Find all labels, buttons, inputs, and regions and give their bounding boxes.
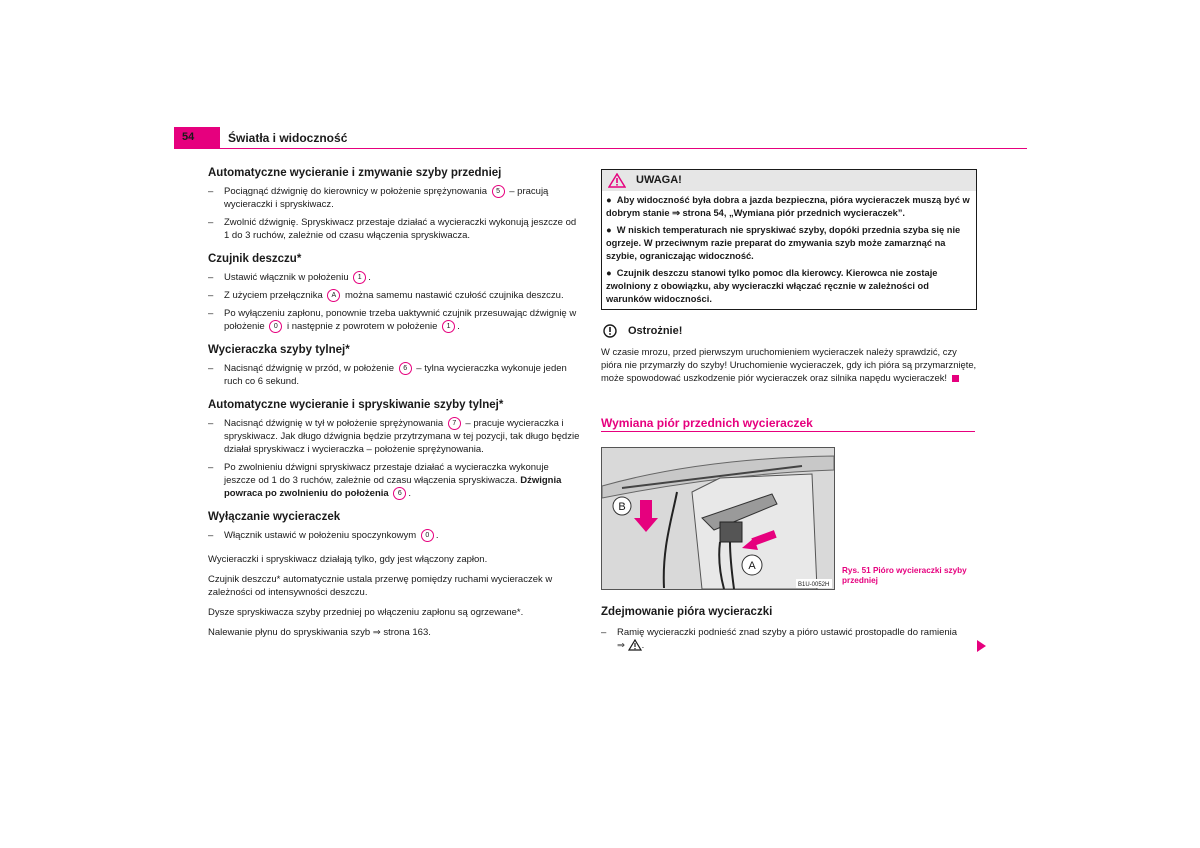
position-marker: 0: [421, 529, 434, 542]
list-item: – Pociągnąć dźwignię do kierownicy w położenie sprężynowania 5 – pracują wycieraczki i spryskiwacz.: [208, 186, 549, 211]
warning-triangle-icon: [628, 639, 642, 651]
exclamation-circle-icon: [603, 324, 617, 338]
page-number: 54: [182, 131, 195, 143]
left-column: [208, 166, 580, 639]
list-item: – Zwolnić dźwignię. Spryskiwacz przestaje działać a wycieraczki wykonują jeszcze od 1 do 3 ruchów, zależnie od czasu włączenia spryskiwacza.: [208, 217, 577, 242]
caution-title: Ostrożnie!: [628, 325, 683, 337]
end-square-icon: [952, 375, 959, 382]
position-marker: 5: [492, 185, 505, 198]
position-marker: 6: [399, 362, 412, 375]
warning-bullet: ● Czujnik deszczu stanowi tylko pomoc dla kierowcy. Kierowca nie zostaje zwolniony z obowiązku, aby wycieraczki włączać ręcznie w zależności od warunków widoczności.: [606, 268, 938, 304]
position-marker: 1: [442, 320, 455, 333]
warning-box: [601, 169, 977, 310]
heading-wipers-off: Wyłączanie wycieraczek: [208, 511, 341, 524]
list-item: – Z użyciem przełącznika A można samemu nastawić czułość czujnika deszczu.: [208, 290, 564, 302]
figure-caption: Rys. 51 Pióro wycieraczki szyby przedniej: [842, 566, 967, 585]
list-item: – Ustawić włącznik w położeniu 1 .: [208, 272, 371, 284]
wiper-illustration: [602, 448, 834, 589]
paragraph: Dysze spryskiwacza szyby przedniej po włączeniu zapłonu są ogrzewane*.: [208, 607, 524, 619]
heading-rear-wiper: Wycieraczka szyby tylnej*: [208, 344, 350, 357]
list-item: – Po wyłączeniu zapłonu, ponownie trzeba uaktywnić czujnik przesuwając dźwignię w położenie 0 i następnie z powrotem w położenie 1 .: [208, 308, 577, 333]
heading-auto-wipe-rear: Automatyczne wycieranie i spryskiwanie szyby tylnej*: [208, 399, 504, 412]
list-item: – Po zwolnieniu dźwigni spryskiwacz przestaje działać a wycieraczka wykonuje jeszcze od 1 do 3 ruchów, zależnie od czasu włączenia spryskiwacza. Dźwignia powraca po zwolnieniu do położenia 6 .: [208, 462, 562, 500]
heading-auto-wipe-front: Automatyczne wycieranie i zmywanie szyby przedniej: [208, 167, 502, 179]
position-marker: 6: [393, 487, 406, 500]
page-number-box: [174, 127, 220, 149]
caution-text: W czasie mrozu, przed pierwszym uruchomieniem wycieraczek należy sprawdzić, czy pióra nie przymarzły do szyby! Uruchomienie wycieraczek, gdy ich pióra są przymarznięte, może spowodować uszkodzenie piór wycieraczek oraz silnika napędu wycieraczek!: [601, 346, 977, 383]
paragraph: Nalewanie płynu do spryskiwania szyb ⇒ strona 163.: [208, 627, 431, 639]
warning-triangle-icon: [608, 173, 626, 188]
heading-blade-removal: Zdejmowanie pióra wycieraczki: [601, 606, 773, 618]
removal-list: [601, 626, 977, 652]
position-marker: A: [327, 289, 340, 302]
list-item: – Włącznik ustawić w położeniu spoczynkowym 0 .: [208, 530, 439, 542]
heading-rain-sensor: Czujnik deszczu*: [208, 253, 302, 266]
paragraph: Czujnik deszczu* automatycznie ustala przerwę pomiędzy ruchami wycieraczek w zależności od intensywności deszczu.: [208, 574, 553, 599]
position-marker: 1: [353, 271, 366, 284]
list-item: – Ramię wycieraczki podnieść znad szyby a pióro ustawić prostopadle do ramienia ⇒ .: [601, 627, 958, 651]
chapter-title: Światła i widoczność: [228, 131, 348, 145]
position-marker: 7: [448, 417, 461, 430]
list-item: – Nacisnąć dźwignię w przód, w położenie 6 – tylna wycieraczka wykonuje jeden ruch co 6 sekund.: [208, 363, 567, 388]
wiper-blade-figure: [601, 447, 835, 590]
warning-bullet: ● Aby widoczność była dobra a jazda bezpieczna, pióra wycieraczek muszą być w dobrym stanie ⇒ strona 54, „Wymiana piór przednich wycieraczek”.: [606, 195, 970, 218]
figure-code: B1U-0052H: [798, 582, 830, 588]
figure-label-b: B: [618, 501, 626, 513]
warning-header: [602, 170, 976, 191]
warning-title: UWAGA!: [636, 174, 682, 186]
position-marker: 0: [269, 320, 282, 333]
section-title: Wymiana piór przednich wycieraczek: [601, 416, 813, 430]
section-rule: [601, 431, 975, 432]
list-item: – Nacisnąć dźwignię w tył w położenie sprężynowania 7 – pracuje wycieraczka i spryskiwacz. Jak długo dźwignia będzie przytrzymana w tej pozycji, tak długo będzie działał spryskiwacz i wycieraczka – położenie sprężynowania.: [208, 418, 580, 456]
figure-label-a: A: [748, 560, 756, 572]
warning-body: [606, 194, 972, 310]
header-rule: [174, 148, 1027, 149]
paragraph: Wycieraczki i spryskiwacz działają tylko, gdy jest włączony zapłon.: [208, 554, 488, 566]
warning-bullet: ● W niskich temperaturach nie spryskiwać szyby, dopóki przednia szyba się nie ogrzeje. W przeciwnym razie preparat do zmywania szyb może zamarznąć na szybie, ograniczając widoczność.: [606, 225, 961, 261]
next-page-arrow-icon: [977, 640, 986, 652]
